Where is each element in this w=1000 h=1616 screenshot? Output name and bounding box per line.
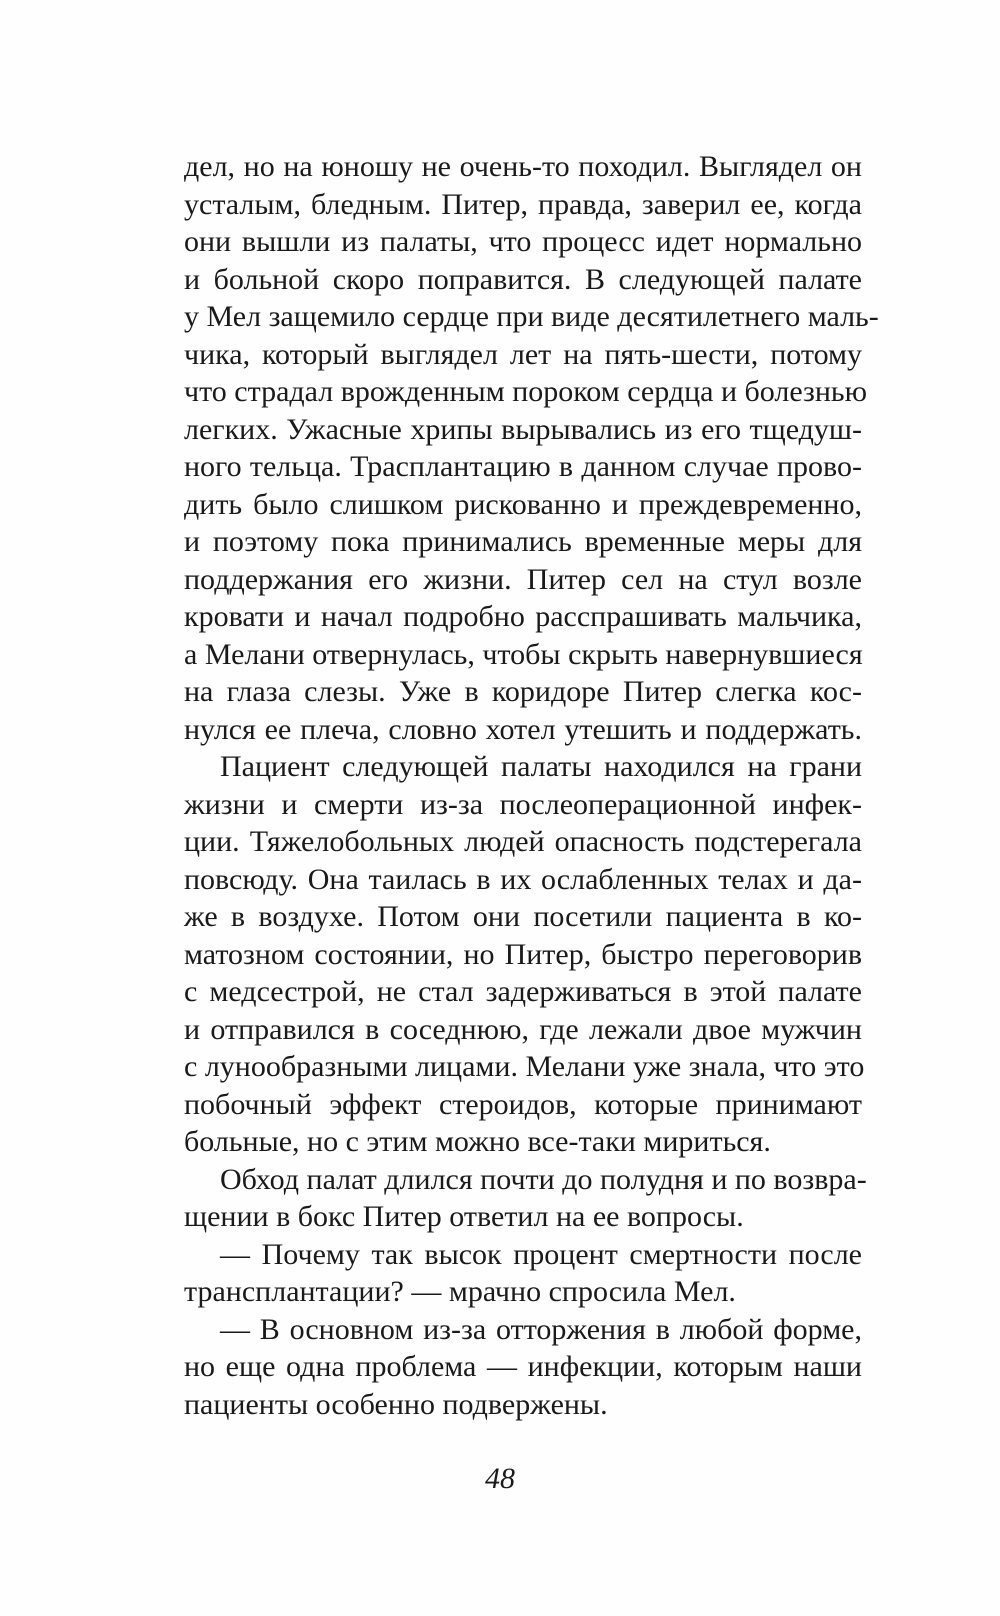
body-text bbox=[184, 148, 879, 1423]
text-line: дить было слишком рискованно и преждевременно, bbox=[184, 487, 862, 521]
text-line: и поэтому пока принимались временные меры для bbox=[184, 525, 862, 558]
text-line: больные, но с этим можно все-таки мириться. bbox=[184, 1125, 771, 1158]
text-line: — В основном из-за отторжения в любой форме, bbox=[220, 1312, 862, 1346]
text-line: щении в бокс Питер ответил на ее вопросы. bbox=[184, 1200, 744, 1233]
page-number: 48 bbox=[485, 1462, 515, 1495]
text-line: легких. Ужасные хрипы вырывались из его тщедуш- bbox=[184, 412, 862, 446]
text-line: ного тельца. Трасплантацию в данном случае прово- bbox=[184, 450, 862, 483]
text-line: и отправился в соседнюю, где лежали двое мужчин bbox=[184, 1012, 862, 1046]
text-line: же в воздухе. Потом они посетили пациента в ко- bbox=[184, 900, 862, 933]
text-line: у Мел защемило сердце при виде десятилетнего маль- bbox=[184, 300, 879, 333]
text-line: побочный эффект стероидов, которые принимают bbox=[184, 1087, 862, 1121]
text-line: но еще одна проблема — инфекции, которым наши bbox=[184, 1350, 862, 1383]
text-line: они вышли из палаты, что процесс идет нормально bbox=[184, 225, 862, 258]
text-line: — Почему так высок процент смертности после bbox=[220, 1237, 862, 1271]
text-line: дел, но на юношу не очень-то походил. Выглядел он bbox=[184, 150, 862, 183]
text-line: что страдал врожденным пороком сердца и болезнью bbox=[184, 375, 868, 408]
text-line: ции. Тяжелобольных людей опасность подстерегала bbox=[184, 825, 862, 858]
text-line: с медсестрой, не стал задерживаться в этой палате bbox=[184, 975, 862, 1008]
text-line: матозном состоянии, но Питер, быстро переговорив bbox=[184, 937, 862, 971]
text-line: поддержания его жизни. Питер сел на стул возле bbox=[184, 562, 862, 596]
text-line: а Мелани отвернулась, чтобы скрыть навернувшиеся bbox=[184, 637, 863, 671]
text-line: с лунообразными лицами. Мелани уже знала, что это bbox=[184, 1050, 865, 1083]
text-line: на глаза слезы. Уже в коридоре Питер слегка кос- bbox=[184, 675, 862, 708]
text-line: пациенты особенно подвержены. bbox=[184, 1387, 608, 1421]
text-line: Пациент следующей палаты находился на грани bbox=[220, 750, 862, 783]
text-line: трансплантации? — мрачно спросила Мел. bbox=[184, 1275, 736, 1308]
text-line: чика, который выглядел лет на пять-шести, потому bbox=[184, 337, 862, 371]
text-line: кровати и начал подробно расспрашивать мальчика, bbox=[184, 600, 862, 633]
text-line: нулся ее плеча, словно хотел утешить и поддержать. bbox=[184, 712, 862, 746]
text-line: повсюду. Она таилась в их ослабленных телах и да- bbox=[184, 862, 862, 896]
text-line: жизни и смерти из-за послеоперационной инфек- bbox=[184, 787, 862, 821]
text-line: и больной скоро поправится. В следующей палате bbox=[184, 262, 862, 296]
text-line: усталым, бледным. Питер, правда, заверил ее, когда bbox=[184, 187, 862, 221]
text-line: Обход палат длился почти до полудня и по возвра- bbox=[220, 1162, 867, 1196]
